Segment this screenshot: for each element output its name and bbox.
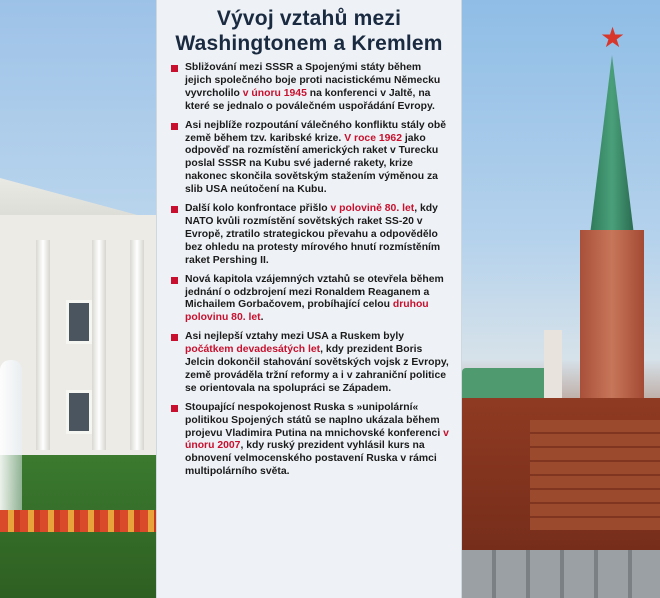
list-item [169,62,449,114]
list-item [169,331,449,396]
item-text: . [260,312,264,324]
item-text: , kdy prezident Boris Jelcin dokončil stahování sovětských vojsk z Evropy, země prováděla tržní reformy a i v zahraniční politice se orientovala na spolupráci se Západem. [185,344,449,394]
column [92,240,106,450]
portico-pediment [0,150,156,220]
bullet-square-icon [171,334,178,341]
item-highlight: v polovině 80. let [330,203,415,215]
bullet-square-icon [171,206,178,213]
green-roof [462,368,552,398]
red-star-icon: ★ [600,22,626,53]
item-text: Další kolo konfrontace přišlo [185,203,331,215]
item-text: na konferenci v Jaltě, na které se jednalo o poválečném uspořádání Evropy. [185,87,435,112]
list-item [169,274,449,326]
column [130,240,144,450]
item-highlight: počátkem devadesátých let [185,344,321,356]
timeline-list [169,62,449,479]
title-line-1: Vývoj vztahů mezi [216,7,402,30]
item-text: Stoupající nespokojenost Ruska s »unipolární« politikou Spojených států se naplno ukázala během projevu Vladimira Putina na mnichovské konferenci [185,401,444,439]
bullet-square-icon [171,123,178,130]
window [66,390,92,434]
item-highlight: V roce 1962 [344,132,402,144]
bullet-square-icon [171,405,178,412]
item-text: Nová kapitola vzájemných vztahů se otevřela během jednání o odzbrojení mezi Ronaldem Reaganem a Michailem Gorbačovem, probíhající celou [185,273,444,311]
item-highlight: v únoru 1945 [242,87,307,99]
window [66,300,92,344]
item-text: jako odpověď na rozmístění amerických raket v Turecku poslal SSSR na Kubu své jaderné rakety, krize nakonec skončila sovětským stažením výměnou za slib USA neútočení na Kubu. [185,132,439,196]
mausoleum [530,420,660,530]
item-highlight: v únoru 2007 [185,427,449,452]
page-title [169,6,449,56]
white-house-photo [0,0,156,598]
kremlin-tower [580,230,644,400]
list-item [169,203,449,268]
list-item [169,402,449,479]
column [36,240,50,450]
bullet-square-icon [171,277,178,284]
flower-bed [0,510,156,532]
item-highlight: druhou polovinu 80. let [185,299,429,324]
item-text: Asi nejlepší vztahy mezi USA a Ruskem byly [185,331,405,343]
article-panel [156,0,462,598]
item-text: , kdy ruský prezident vyhlásil kurs na obnovení velmocenského postavení Ruska v rámci multipolárního světa. [185,440,437,478]
bullet-square-icon [171,65,178,72]
title-line-2: Washingtonem a Kremlem [175,32,443,55]
list-item [169,120,449,197]
item-text: , kdy NATO kvůli rozmístění sovětských raket SS-20 v Evropě, ztratilo strategickou převahu a odpovědělo bez ohledu na protesty mírového hnutí rozmístěním raket Pershing II. [185,203,441,266]
stands [462,550,660,598]
item-text: Asi nejblíže rozpoutání válečného konfliktu stály obě země během tzv. karibské krize. [185,119,446,144]
fountain [0,360,22,510]
item-text: Sbližování mezi SSSR a Spojenými státy během jejich společného boje proti nacistickému Německu vyvrcholilo [185,62,441,99]
